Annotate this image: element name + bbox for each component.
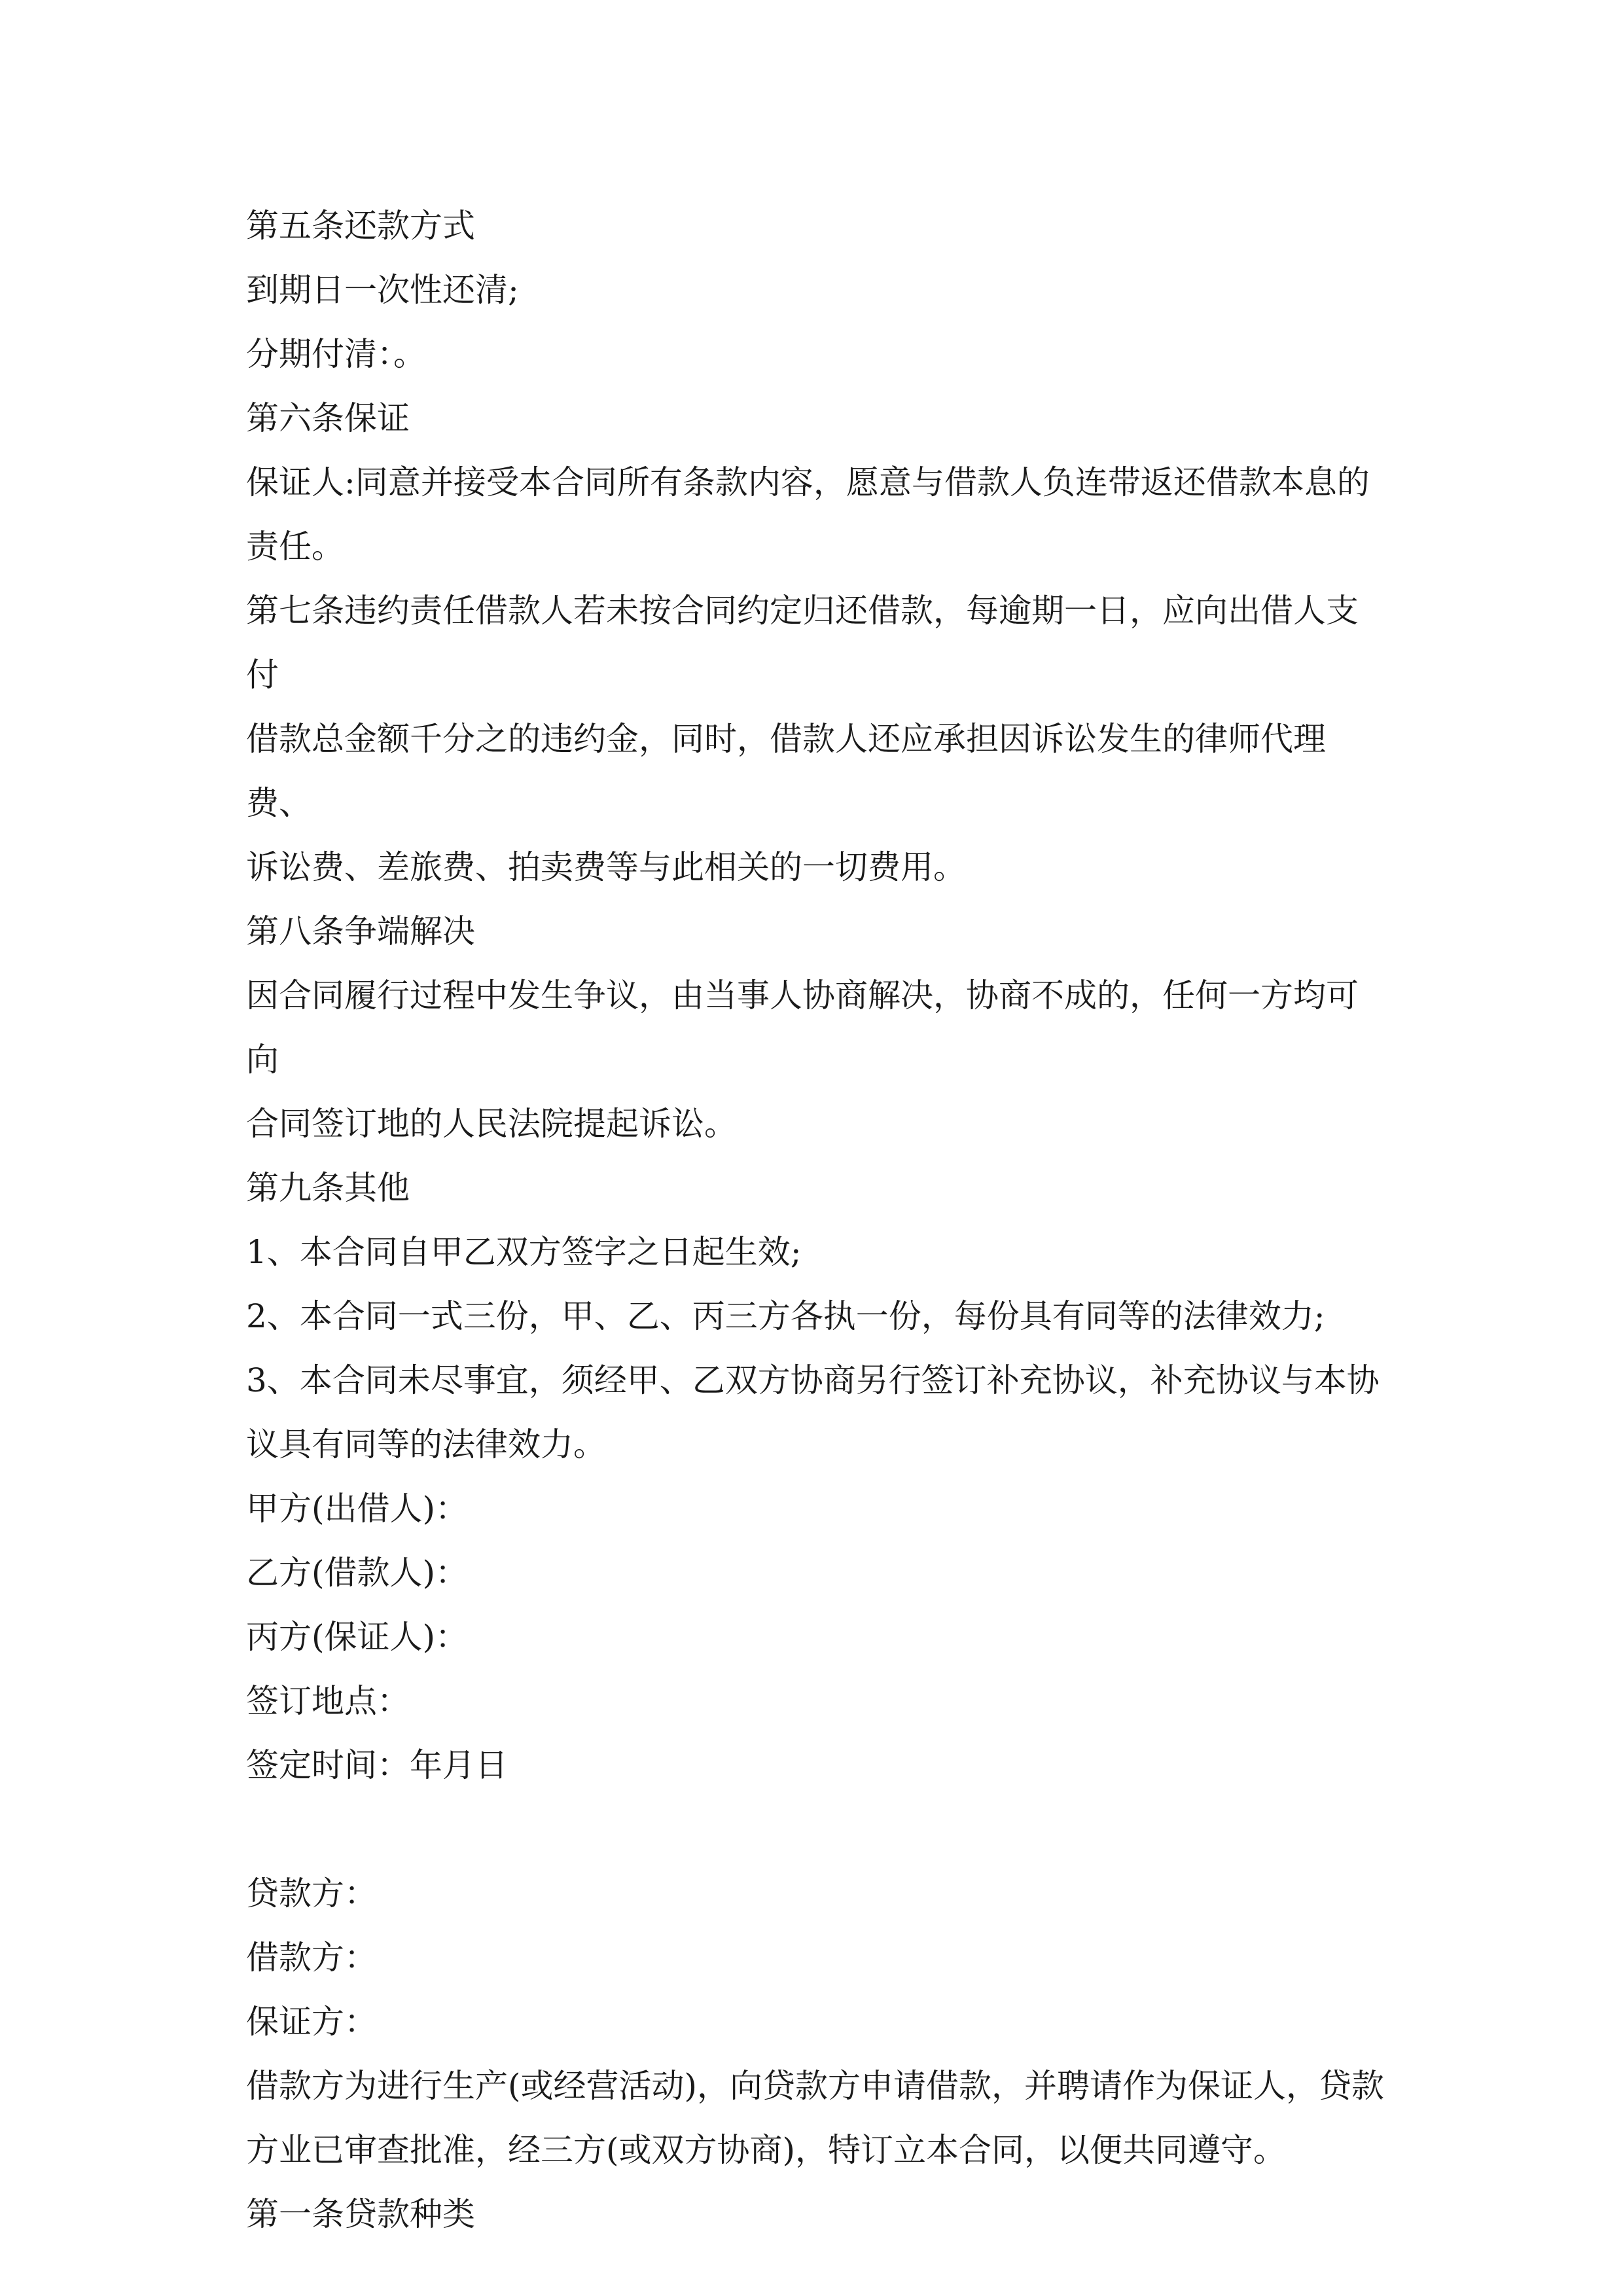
- section-heading-other: 第九条其他: [246, 1169, 410, 1207]
- text-line: 议具有同等的法律效力。: [246, 1426, 606, 1463]
- document-body: [246, 194, 1385, 2246]
- text-line: 责任。: [246, 528, 344, 565]
- section-heading-breach: 第七条违约责任借款人若未按合同约定归还借款，每逾期一日，应向出借人支付: [246, 592, 1359, 694]
- text-line: 借款总金额千分之的违约金，同时，借款人还应承担因诉讼发生的律师代理费、: [246, 720, 1326, 822]
- signing-date-field: 签定时间：年月日: [246, 1746, 508, 1784]
- party-field-guarantor: 保证方：: [246, 2003, 377, 2041]
- signing-place-field: 签订地点：: [246, 1682, 410, 1720]
- text-line: 因合同履行过程中发生争议，由当事人协商解决，协商不成的，任何一方均可向: [246, 977, 1359, 1079]
- section-heading-repayment: 第五条还款方式: [246, 207, 475, 245]
- section-heading-guarantee: 第六条保证: [246, 399, 410, 437]
- list-item: 3、本合同未尽事宜，须经甲、乙双方协商另行签订补充协议，补充协议与本协: [246, 1361, 1380, 1399]
- text-line: 到期日一次性还清;: [246, 271, 519, 309]
- signature-field-guarantor: 丙方(保证人)：: [246, 1618, 469, 1656]
- list-item: 2、本合同一式三份，甲、乙、丙三方各执一份，每份具有同等的法律效力;: [246, 1297, 1325, 1335]
- text-line: 保证人:同意并接受本合同所有条款内容，愿意与借款人负连带返还借款本息的: [246, 463, 1370, 501]
- section-heading-dispute: 第八条争端解决: [246, 912, 475, 950]
- section-heading-loan-type: 第一条贷款种类: [246, 2195, 475, 2233]
- text-line: 诉讼费、差旅费、拍卖费等与此相关的一切费用。: [246, 848, 966, 886]
- text-line: 合同签订地的人民法院提起诉讼。: [246, 1105, 737, 1143]
- text-line: 分期付清：。: [246, 335, 426, 373]
- section-gap: [246, 1797, 1385, 1861]
- party-field-lender: 贷款方：: [246, 1874, 377, 1912]
- list-item: 1、本合同自甲乙双方签字之日起生效;: [246, 1233, 802, 1271]
- signature-field-lender: 甲方(出借人)：: [246, 1490, 469, 1528]
- party-field-borrower: 借款方：: [246, 1939, 377, 1977]
- text-line: 借款方为进行生产(或经营活动)，向贷款方申请借款，并聘请作为保证人，贷款: [246, 2067, 1385, 2105]
- signature-field-borrower: 乙方(借款人)：: [246, 1554, 469, 1592]
- text-line: 方业已审查批准，经三方(或双方协商)，特订立本合同，以便共同遵守。: [246, 2131, 1287, 2169]
